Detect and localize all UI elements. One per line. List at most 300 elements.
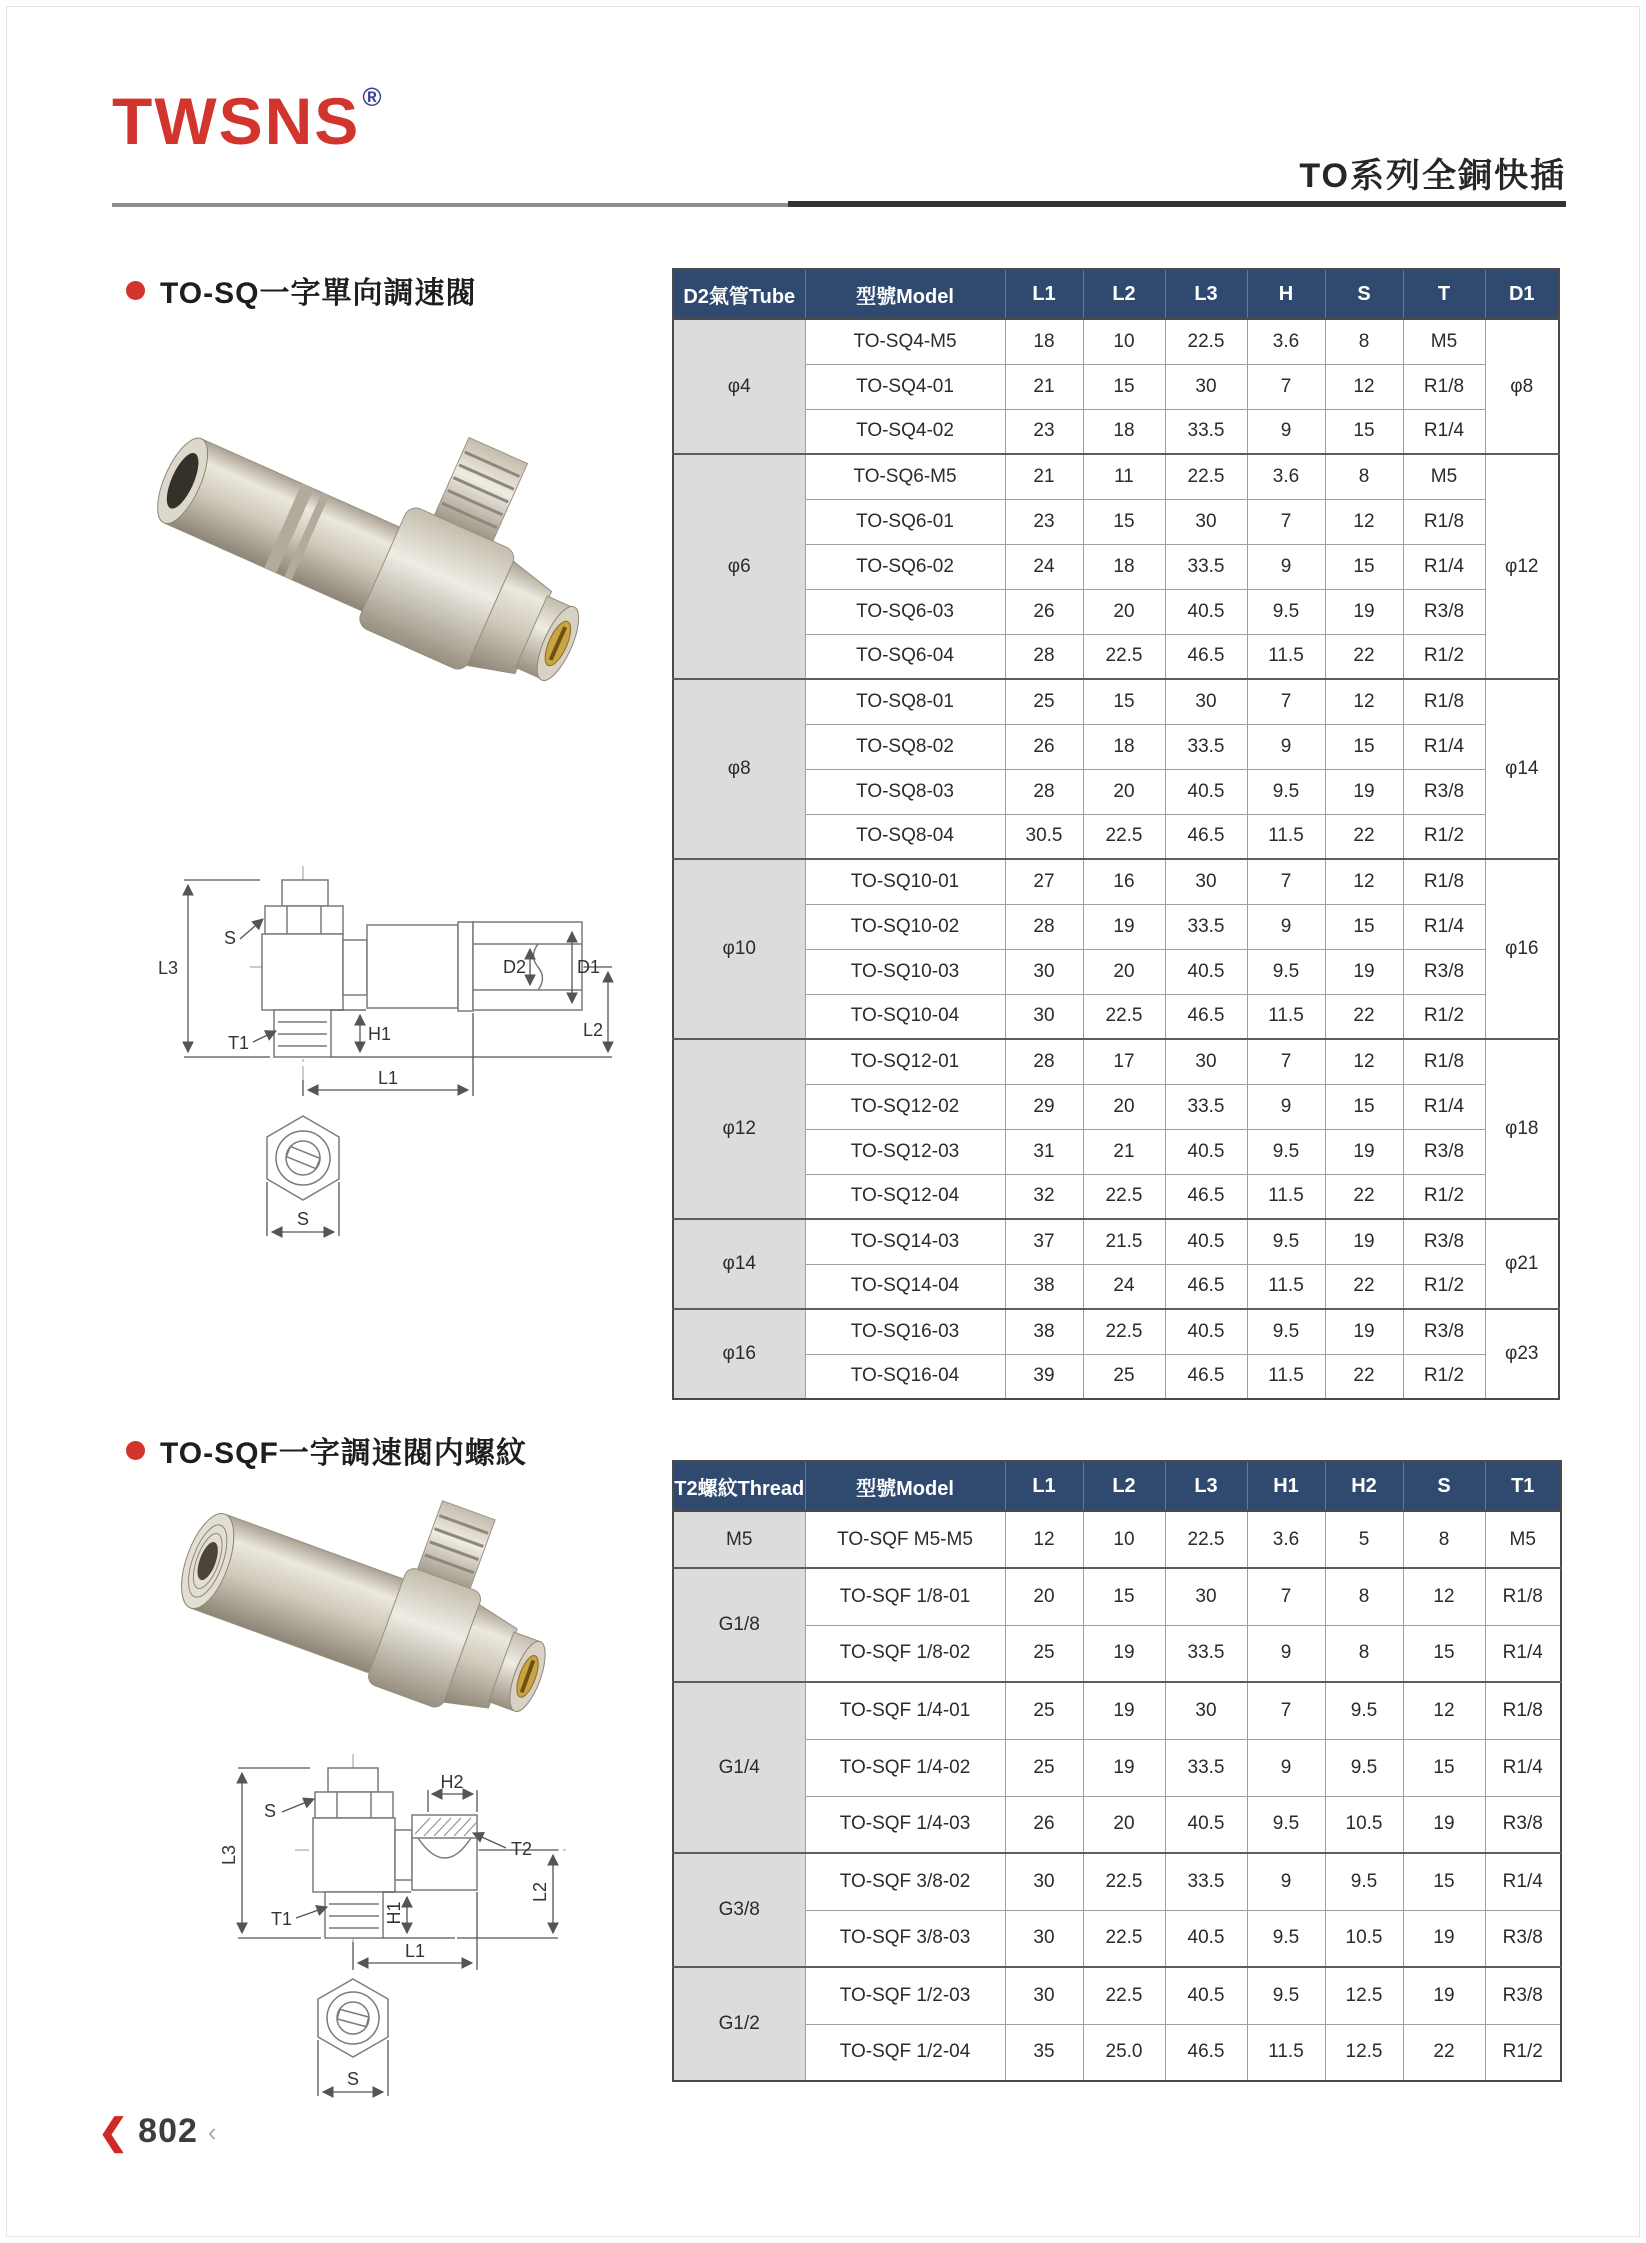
group-label-cell: φ8 [673,679,805,859]
value-cell: 46.5 [1165,1264,1247,1309]
model-cell: TO-SQ10-03 [805,949,1005,994]
value-cell: R1/8 [1403,499,1485,544]
group-label-cell: G3/8 [673,1853,805,1967]
column-header: L3 [1165,1461,1247,1511]
value-cell: 12 [1325,499,1403,544]
value-cell: 30 [1165,499,1247,544]
value-cell: 19 [1325,769,1403,814]
value-cell: R1/8 [1403,364,1485,409]
table-row [673,949,1559,994]
value-cell: 38 [1005,1264,1083,1309]
value-cell: 10.5 [1325,1910,1403,1967]
value-cell: 28 [1005,1039,1083,1084]
column-header: H2 [1325,1461,1403,1511]
value-cell: 7 [1247,1568,1325,1625]
value-cell: 25 [1005,1625,1083,1682]
dim-label-s-bottom: S [346,2069,360,2089]
model-cell: TO-SQ8-02 [805,724,1005,769]
brand-logo [112,82,384,158]
model-cell: TO-SQF 1/4-01 [805,1682,1005,1739]
value-cell: R1/4 [1403,1084,1485,1129]
value-cell: R1/4 [1403,904,1485,949]
value-cell: R3/8 [1403,1129,1485,1174]
group-label-cell: φ14 [673,1219,805,1309]
series-title: TO系列全銅快插 [1299,157,1566,195]
group-label-cell: G1/4 [673,1682,805,1853]
spec-table-to-sq [672,268,1560,1400]
table-row [673,1264,1559,1309]
product-photo-to-sq [128,330,598,715]
group-label-cell: G1/2 [673,1967,805,2081]
page-footer [98,2112,217,2151]
value-cell: 15 [1083,679,1165,724]
value-cell: 8 [1325,1568,1403,1625]
d1-cell: φ16 [1485,859,1559,1039]
table-row [673,454,1559,499]
value-cell: R1/2 [1403,1354,1485,1399]
header-row [673,1461,1561,1511]
value-cell: 15 [1083,1568,1165,1625]
value-cell: 18 [1083,409,1165,454]
d1-cell: φ21 [1485,1219,1559,1309]
value-cell: 20 [1005,1568,1083,1625]
value-cell: 39 [1005,1354,1083,1399]
value-cell: 3.6 [1247,454,1325,499]
value-cell: 12 [1005,1511,1083,1568]
value-cell: 22.5 [1083,1853,1165,1910]
value-cell: 9 [1247,904,1325,949]
value-cell: 12.5 [1325,2024,1403,2081]
d1-cell: φ12 [1485,454,1559,679]
value-cell: 9.5 [1325,1682,1403,1739]
value-cell: 30 [1165,1682,1247,1739]
value-cell: 10 [1083,319,1165,364]
d1-cell: φ8 [1485,319,1559,454]
value-cell: 9.5 [1247,769,1325,814]
dim-label-l1: L1 [404,1941,426,1961]
value-cell: 25 [1083,1354,1165,1399]
table-row [673,859,1559,904]
table-row [673,544,1559,589]
value-cell: 28 [1005,769,1083,814]
column-header: S [1325,269,1403,319]
column-header: L1 [1005,1461,1083,1511]
column-header: H1 [1247,1461,1325,1511]
value-cell: 9.5 [1247,1967,1325,2024]
value-cell: 22.5 [1165,319,1247,364]
value-cell: R3/8 [1485,1796,1561,1853]
value-cell: 33.5 [1165,1625,1247,1682]
value-cell: 22.5 [1165,454,1247,499]
value-cell: 40.5 [1165,1129,1247,1174]
value-cell: 10.5 [1325,1796,1403,1853]
value-cell: 9.5 [1247,589,1325,634]
page-number: 802 [138,2112,198,2150]
group-label-cell: φ4 [673,319,805,454]
dim-label-d1: D1 [577,957,601,977]
value-cell: 22.5 [1083,1174,1165,1219]
value-cell: 8 [1325,319,1403,364]
column-header: 型號Model [805,269,1005,319]
value-cell: 22.5 [1083,1967,1165,2024]
dim-label-t1: T1 [227,1033,249,1053]
group-label-cell: φ16 [673,1309,805,1399]
value-cell: 19 [1325,949,1403,994]
value-cell: 30 [1165,1568,1247,1625]
value-cell: 30 [1165,364,1247,409]
group-label-cell: G1/8 [673,1568,805,1682]
value-cell: 19 [1083,1625,1165,1682]
column-header: L2 [1083,1461,1165,1511]
value-cell: 3.6 [1247,1511,1325,1568]
value-cell: 19 [1403,1910,1485,1967]
registered-mark-icon: ® [362,82,384,112]
value-cell: 15 [1325,904,1403,949]
table-row [673,364,1559,409]
value-cell: 21 [1083,1129,1165,1174]
value-cell: 19 [1083,1739,1165,1796]
value-cell: 22.5 [1083,814,1165,859]
dim-label-s-bottom: S [296,1209,310,1229]
model-cell: TO-SQ8-04 [805,814,1005,859]
dim-label-l2: L2 [530,1881,550,1903]
dim-label-l1: L1 [377,1068,399,1088]
value-cell: 15 [1083,364,1165,409]
value-cell: R1/2 [1485,2024,1561,2081]
value-cell: 9.5 [1247,949,1325,994]
table-row [673,679,1559,724]
d1-cell: φ14 [1485,679,1559,859]
group-label-cell: M5 [673,1511,805,1568]
value-cell: 26 [1005,724,1083,769]
value-cell: 22 [1325,814,1403,859]
model-cell: TO-SQ10-02 [805,904,1005,949]
value-cell: 12 [1325,1039,1403,1084]
value-cell: 24 [1005,544,1083,589]
value-cell: 37 [1005,1219,1083,1264]
value-cell: 7 [1247,1039,1325,1084]
value-cell: 9 [1247,724,1325,769]
model-cell: TO-SQ8-03 [805,769,1005,814]
value-cell: 46.5 [1165,634,1247,679]
value-cell: R1/2 [1403,994,1485,1039]
value-cell: 17 [1083,1039,1165,1084]
value-cell: R1/8 [1403,859,1485,904]
dim-label-l2: L2 [582,1020,603,1040]
table-row [673,499,1559,544]
table-row [673,1739,1561,1796]
value-cell: 18 [1083,544,1165,589]
value-cell: 22.5 [1165,1511,1247,1568]
value-cell: 8 [1325,1625,1403,1682]
value-cell: 22 [1325,994,1403,1039]
value-cell: 33.5 [1165,409,1247,454]
value-cell: 40.5 [1165,1967,1247,2024]
value-cell: 33.5 [1165,544,1247,589]
model-cell: TO-SQF 3/8-03 [805,1910,1005,1967]
value-cell: 40.5 [1165,949,1247,994]
dim-label-h1: H1 [368,1024,392,1044]
value-cell: R1/4 [1485,1625,1561,1682]
dim-label-s: S [223,928,236,948]
value-cell: 22.5 [1083,634,1165,679]
model-cell: TO-SQF 1/2-04 [805,2024,1005,2081]
value-cell: R3/8 [1485,1967,1561,2024]
red-bullet-icon [126,281,145,300]
value-cell: R3/8 [1403,1309,1485,1354]
value-cell: 15 [1325,1084,1403,1129]
table-row [673,1568,1561,1625]
value-cell: 9.5 [1247,1910,1325,1967]
value-cell: 15 [1403,1853,1485,1910]
value-cell: 25 [1005,1682,1083,1739]
value-cell: 15 [1325,544,1403,589]
column-header: L1 [1005,269,1083,319]
value-cell: 19 [1325,1219,1403,1264]
value-cell: 12.5 [1325,1967,1403,2024]
table-row [673,1682,1561,1739]
value-cell: 46.5 [1165,1174,1247,1219]
value-cell: 12 [1403,1568,1485,1625]
value-cell: R3/8 [1403,589,1485,634]
group-label-cell: φ10 [673,859,805,1039]
value-cell: 40.5 [1165,589,1247,634]
value-cell: 10 [1083,1511,1165,1568]
model-cell: TO-SQF 1/8-02 [805,1625,1005,1682]
value-cell: 38 [1005,1309,1083,1354]
value-cell: 12 [1325,859,1403,904]
group-label-cell: φ6 [673,454,805,679]
table-row [673,409,1559,454]
table-row [673,994,1559,1039]
value-cell: 25 [1005,679,1083,724]
model-cell: TO-SQ14-03 [805,1219,1005,1264]
table-row [673,769,1559,814]
value-cell: 26 [1005,589,1083,634]
section2-header [126,1428,527,1472]
value-cell: 12 [1403,1682,1485,1739]
value-cell: R1/4 [1403,724,1485,769]
table-row [673,634,1559,679]
value-cell: 9 [1247,1084,1325,1129]
model-cell: TO-SQ10-04 [805,994,1005,1039]
value-cell: 12 [1325,679,1403,724]
section2-title: TO-SQF一字調速閥内螺紋 [160,1437,527,1470]
value-cell: 9.5 [1247,1309,1325,1354]
value-cell: R1/4 [1403,544,1485,589]
value-cell: 19 [1325,589,1403,634]
d1-cell: φ23 [1485,1309,1559,1399]
value-cell: 31 [1005,1129,1083,1174]
value-cell: 22 [1325,1354,1403,1399]
value-cell: 20 [1083,589,1165,634]
value-cell: 33.5 [1165,904,1247,949]
value-cell: 20 [1083,1084,1165,1129]
value-cell: 15 [1325,724,1403,769]
model-cell: TO-SQ4-M5 [805,319,1005,364]
header-row [673,269,1559,319]
value-cell: 25 [1005,1739,1083,1796]
model-cell: TO-SQ12-04 [805,1174,1005,1219]
value-cell: 30 [1005,1910,1083,1967]
value-cell: R1/8 [1485,1682,1561,1739]
value-cell: 7 [1247,1682,1325,1739]
brand-logo-text: TWSNS [112,84,361,158]
value-cell: R1/2 [1403,814,1485,859]
model-cell: TO-SQ10-01 [805,859,1005,904]
column-header: D2氣管Tube [673,269,805,319]
value-cell: 22.5 [1083,1910,1165,1967]
value-cell: 9.5 [1325,1853,1403,1910]
value-cell: 5 [1325,1511,1403,1568]
value-cell: 7 [1247,679,1325,724]
value-cell: 22 [1403,2024,1485,2081]
value-cell: 46.5 [1165,2024,1247,2081]
model-cell: TO-SQF 1/2-03 [805,1967,1005,2024]
value-cell: R1/4 [1403,409,1485,454]
table-row [673,1853,1561,1910]
value-cell: 19 [1083,1682,1165,1739]
value-cell: 11.5 [1247,1264,1325,1309]
value-cell: 15 [1403,1739,1485,1796]
value-cell: 40.5 [1165,1796,1247,1853]
value-cell: 33.5 [1165,724,1247,769]
value-cell: 19 [1403,1967,1485,2024]
value-cell: 24 [1083,1264,1165,1309]
model-cell: TO-SQ8-01 [805,679,1005,724]
model-cell: TO-SQ16-04 [805,1354,1005,1399]
value-cell: 8 [1325,454,1403,499]
value-cell: 40.5 [1165,769,1247,814]
value-cell: R1/4 [1485,1739,1561,1796]
model-cell: TO-SQ14-04 [805,1264,1005,1309]
dimension-drawing-to-sq [100,840,620,1260]
value-cell: 19 [1325,1309,1403,1354]
value-cell: 28 [1005,904,1083,949]
value-cell: 33.5 [1165,1853,1247,1910]
dim-label-l3: L3 [158,958,179,978]
value-cell: R1/2 [1403,1174,1485,1219]
table-row [673,814,1559,859]
table-row [673,319,1559,364]
section1-header [126,268,476,312]
back-arrow-icon: ❮ [98,2110,129,2152]
value-cell: 30 [1165,679,1247,724]
value-cell: 40.5 [1165,1309,1247,1354]
value-cell: 18 [1005,319,1083,364]
value-cell: 11.5 [1247,994,1325,1039]
value-cell: 21 [1005,364,1083,409]
forward-arrow-icon: ‹ [207,2116,217,2147]
table-row [673,1084,1559,1129]
table-row [673,1129,1559,1174]
column-header: T1 [1485,1461,1561,1511]
value-cell: 9 [1247,544,1325,589]
value-cell: R3/8 [1485,1910,1561,1967]
value-cell: R1/8 [1485,1568,1561,1625]
red-bullet-icon [126,1441,145,1460]
table-row [673,724,1559,769]
value-cell: 29 [1005,1084,1083,1129]
value-cell: 22.5 [1083,994,1165,1039]
dim-label-t1: T1 [270,1909,292,1929]
value-cell: R1/2 [1403,634,1485,679]
value-cell: R1/8 [1403,1039,1485,1084]
model-cell: TO-SQ12-01 [805,1039,1005,1084]
value-cell: 46.5 [1165,994,1247,1039]
table-row [673,1219,1559,1264]
value-cell: 40.5 [1165,1910,1247,1967]
value-cell: 30 [1005,994,1083,1039]
value-cell: M5 [1485,1511,1561,1568]
value-cell: 15 [1325,409,1403,454]
column-header: D1 [1485,269,1559,319]
value-cell: R1/2 [1403,1264,1485,1309]
value-cell: R3/8 [1403,1219,1485,1264]
value-cell: 32 [1005,1174,1083,1219]
column-header: L2 [1083,269,1165,319]
value-cell: 12 [1325,364,1403,409]
value-cell: 25.0 [1083,2024,1165,2081]
value-cell: 27 [1005,859,1083,904]
value-cell: 20 [1083,769,1165,814]
dim-label-l3: L3 [219,1844,239,1866]
value-cell: 22 [1325,1264,1403,1309]
table-row [673,1967,1561,2024]
value-cell: 19 [1083,904,1165,949]
value-cell: 46.5 [1165,1354,1247,1399]
model-cell: TO-SQ4-02 [805,409,1005,454]
value-cell: 7 [1247,499,1325,544]
value-cell: 30 [1005,1967,1083,2024]
value-cell: 30 [1005,1853,1083,1910]
value-cell: 21.5 [1083,1219,1165,1264]
value-cell: 9 [1247,409,1325,454]
model-cell: TO-SQF 1/8-01 [805,1568,1005,1625]
header-rule-left [112,203,788,207]
value-cell: 9.5 [1247,1129,1325,1174]
value-cell: 30 [1165,859,1247,904]
model-cell: TO-SQ6-03 [805,589,1005,634]
dim-label-s: S [263,1801,276,1821]
table-row [673,589,1559,634]
model-cell: TO-SQF M5-M5 [805,1511,1005,1568]
column-header: 型號Model [805,1461,1005,1511]
value-cell: R1/4 [1485,1853,1561,1910]
value-cell: R1/8 [1403,679,1485,724]
table-row [673,1796,1561,1853]
group-label-cell: φ12 [673,1039,805,1219]
value-cell: 19 [1403,1796,1485,1853]
model-cell: TO-SQ6-04 [805,634,1005,679]
dimension-drawing-to-sqf [100,1700,620,2120]
value-cell: 11 [1083,454,1165,499]
value-cell: 22.5 [1083,1309,1165,1354]
section1-title: TO-SQ一字單向調速閥 [160,277,477,310]
value-cell: 11.5 [1247,634,1325,679]
model-cell: TO-SQF 1/4-02 [805,1739,1005,1796]
value-cell: 16 [1083,859,1165,904]
value-cell: 20 [1083,949,1165,994]
value-cell: 23 [1005,499,1083,544]
value-cell: 15 [1083,499,1165,544]
model-cell: TO-SQ12-03 [805,1129,1005,1174]
value-cell: 7 [1247,859,1325,904]
spec-table-to-sqf [672,1460,1562,2082]
value-cell: 15 [1403,1625,1485,1682]
value-cell: 20 [1083,1796,1165,1853]
value-cell: 9 [1247,1625,1325,1682]
